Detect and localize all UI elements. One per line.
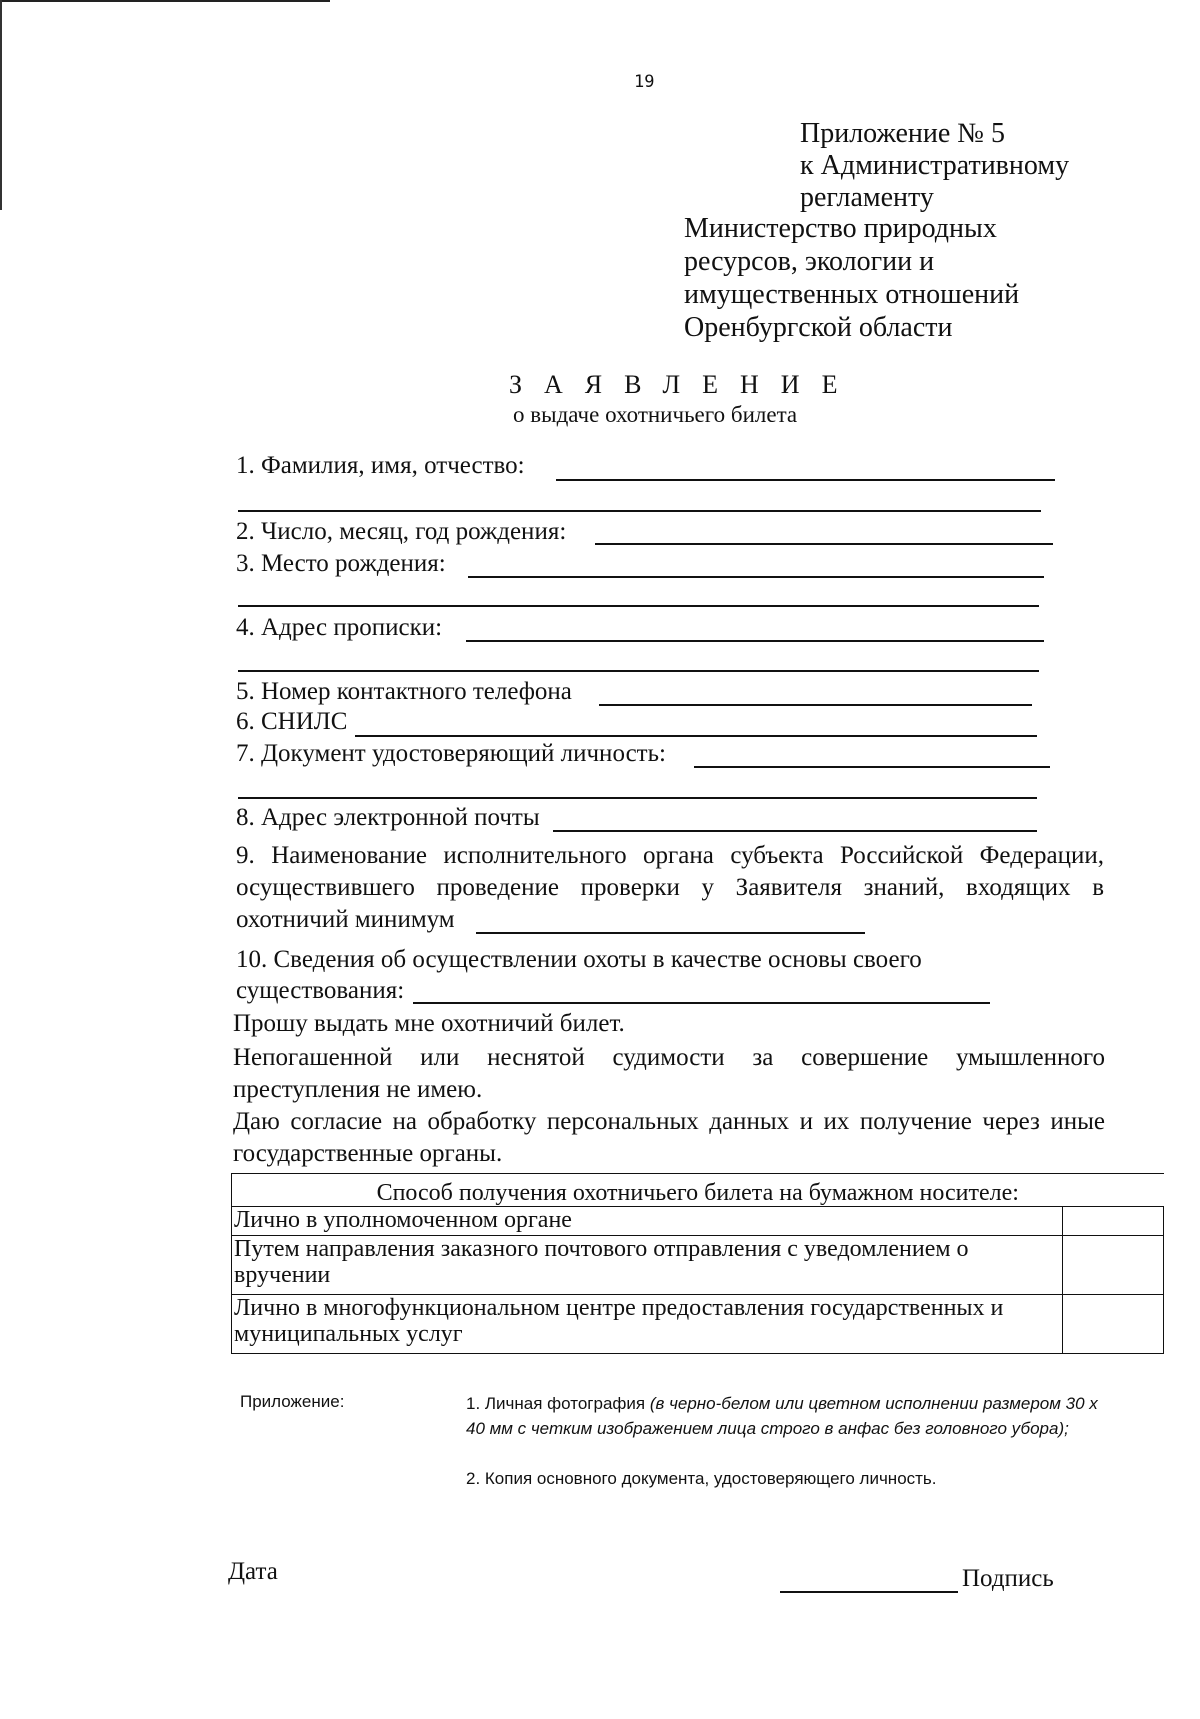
field-birth-date-label: 2. Число, месяц, год рождения:	[236, 518, 567, 545]
table-row	[232, 1207, 1164, 1236]
field-email-line[interactable]	[553, 830, 1037, 832]
field-snils-label: 6. СНИЛС	[236, 708, 348, 735]
addressee-line-2: ресурсов, экологии и	[684, 246, 935, 277]
attachment-item-photo: 1. Личная фотография (в черно-белом или цветном исполнении размером 30 х 40 мм с четким изображением лица строго в анфас без головного убора);	[466, 1394, 1098, 1438]
date-label: Дата	[228, 1558, 278, 1585]
table-header-row	[232, 1174, 1164, 1207]
consent-statement: Даю согласие на обработку персональных данных и их получение через иные государственные органы.	[233, 1108, 1105, 1167]
field-email-label: 8. Адрес электронной почты	[236, 804, 540, 831]
field-full-name-line-2[interactable]	[238, 510, 1041, 512]
document-subtitle: о выдаче охотничьего билета	[513, 402, 798, 427]
field-hunting-livelihood-label: 10. Сведения об осуществлении охоты в качестве основы своего	[236, 946, 922, 973]
method-registered-mail-checkbox[interactable]	[1063, 1236, 1164, 1295]
attachment-item-id-copy: 2. Копия основного документа, удостоверяющего личность.	[466, 1469, 937, 1488]
request-statement: Прошу выдать мне охотничий билет.	[233, 1010, 625, 1037]
criminal-record-statement: Непогашенной или неснятой судимости за совершение умышленного преступления не имею.	[233, 1044, 1105, 1103]
field-birth-place-label: 3. Место рождения:	[236, 550, 446, 577]
addressee-line-4: Оренбургской области	[684, 312, 953, 343]
method-registered-mail: Путем направления заказного почтового отправления с уведомлением о вручении	[232, 1236, 1063, 1295]
field-id-document-label: 7. Документ удостоверяющий личность:	[236, 740, 666, 767]
field-snils-line[interactable]	[355, 735, 1037, 737]
field-full-name-label: 1. Фамилия, имя, отчество:	[236, 452, 525, 479]
field-phone-label: 5. Номер контактного телефона	[236, 678, 572, 705]
field-id-document-line[interactable]	[694, 766, 1050, 768]
appendix-line-3: регламенту	[800, 182, 934, 213]
method-mfc: Лично в многофункциональном центре предоставления государственных и муниципальных услуг	[232, 1295, 1063, 1354]
field-phone-line[interactable]	[599, 704, 1032, 706]
scan-edge-left	[0, 0, 2, 210]
method-mfc-checkbox[interactable]	[1063, 1295, 1164, 1354]
field-birth-place-line[interactable]	[468, 576, 1044, 578]
attachments-heading: Приложение:	[240, 1392, 345, 1411]
table-header: Способ получения охотничьего билета на бумажном носителе:	[232, 1174, 1164, 1207]
field-hunting-livelihood-line[interactable]	[413, 1002, 990, 1004]
appendix-line-2: к Административному	[800, 150, 1070, 181]
field-address-line[interactable]	[466, 640, 1044, 642]
method-in-person-authority: Лично в уполномоченном органе	[232, 1207, 1063, 1236]
addressee-line-1: Министерство природных	[684, 213, 997, 244]
signature-line[interactable]	[780, 1591, 958, 1593]
field-address-line-2[interactable]	[238, 670, 1039, 672]
field-authority-label: 9. Наименование исполнительного органа субъекта Российской Федерации, осуществившего проведение проверки у Заявителя знаний, входящих в охотничий минимум	[236, 842, 1104, 933]
field-authority-line[interactable]	[476, 932, 865, 934]
appendix-line-1: Приложение № 5	[800, 118, 1005, 149]
method-in-person-authority-checkbox[interactable]	[1063, 1207, 1164, 1236]
field-hunting-livelihood-label-2: существования:	[236, 977, 405, 1004]
field-id-document-line-2[interactable]	[238, 797, 1037, 799]
signature-label: Подпись	[962, 1565, 1054, 1592]
field-birth-date-line[interactable]	[595, 543, 1053, 545]
field-address-label: 4. Адрес прописки:	[236, 614, 443, 641]
delivery-method-table	[231, 1173, 1164, 1354]
table-row	[232, 1236, 1164, 1295]
table-row	[232, 1295, 1164, 1354]
addressee-line-3: имущественных отношений	[684, 279, 1020, 310]
scan-edge-top	[0, 0, 330, 2]
field-birth-place-line-2[interactable]	[238, 605, 1039, 607]
field-full-name-line[interactable]	[556, 479, 1055, 481]
page-number: 19	[634, 72, 655, 92]
document-title: ЗАЯВЛЕНИЕ	[509, 370, 860, 399]
